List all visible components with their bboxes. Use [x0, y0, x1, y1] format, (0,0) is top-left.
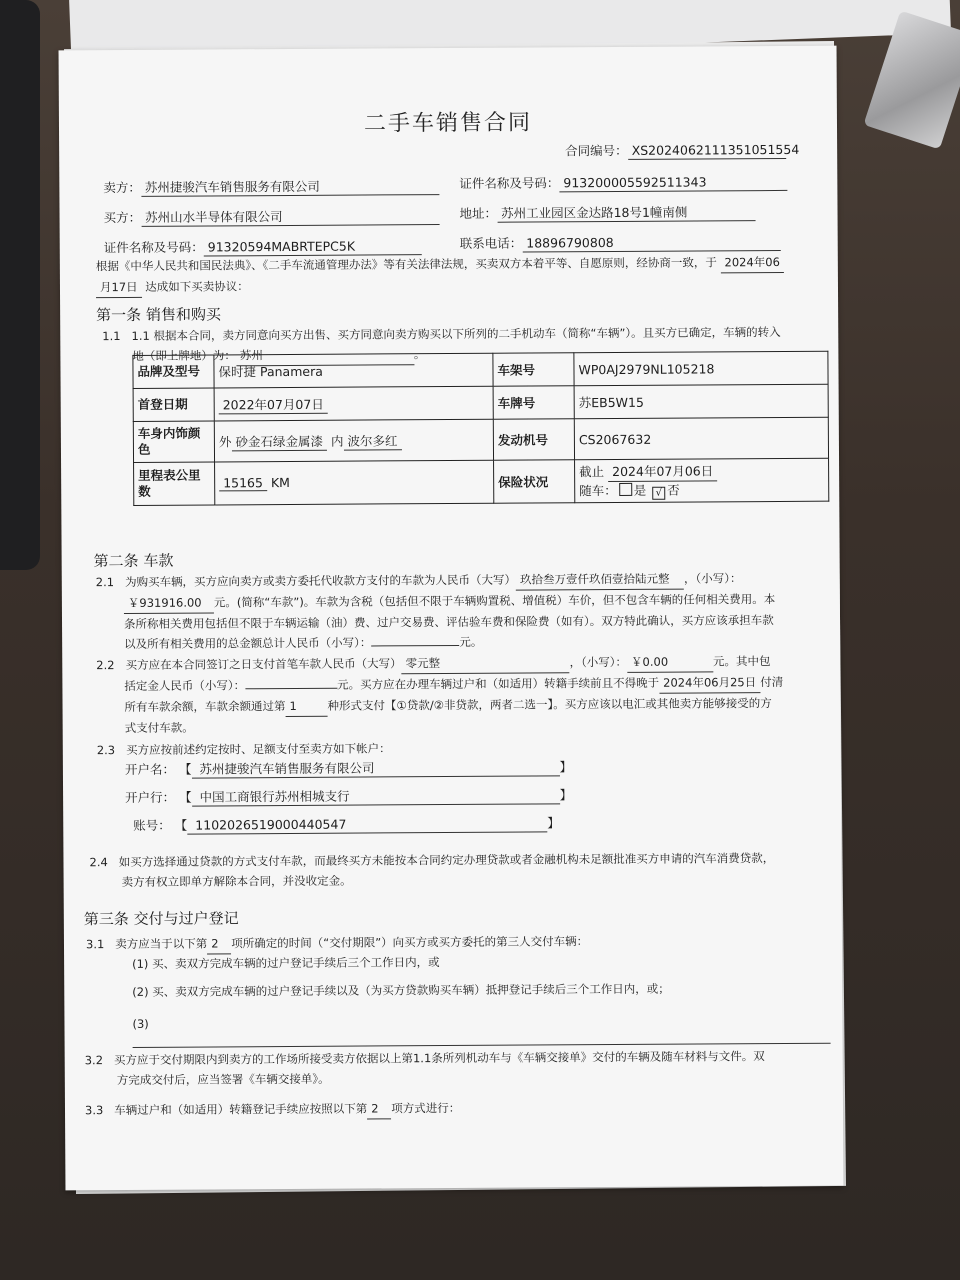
clause-3-1-option-1: (1) 买、卖双方完成车辆的过户登记手续后三个工作日内，或 — [132, 955, 440, 971]
intro-text-2: 达成如下买卖协议： — [145, 279, 249, 294]
account-number-row — [133, 815, 560, 835]
clause-2-2-text-1b: ，（小写）： — [569, 654, 628, 670]
clause-2-4-text-2: 卖方有权立即单方解除本合同，并没收定金。 — [121, 873, 352, 890]
clause-2-1-number: 2.1 — [95, 575, 115, 590]
intro-text-1: 根据《中华人民共和国民法典》、《二手车流通管理办法》等有关法律法规，买卖双方本着平等、自愿原则，经协商一致，于 — [95, 255, 717, 274]
clause-2-2-text-4: 式支付车款。 — [124, 720, 194, 735]
tablet-device — [0, 0, 40, 570]
brand-label: 品牌及型号 — [133, 355, 214, 388]
bracket-open: 【 — [179, 789, 192, 805]
clause-3-1 — [86, 930, 836, 956]
color-label: 车身内饰颜色 — [133, 421, 214, 462]
clause-3-3-text-1b: 项方式进行： — [391, 1100, 461, 1116]
clause-3-1-text-1b: 项所确定的时间（“交付期限”）向买方或买方委托的第三人交付车辆： — [231, 934, 589, 951]
insurance-no-label: 否 — [667, 482, 680, 498]
seller-label: 卖方： — [103, 179, 141, 196]
address: 苏州工业园区金达路18号1幢南侧 — [497, 204, 755, 223]
clause-2-1-text-1: 为购买车辆，买方应向卖方或卖方委托代收款方支付的车款为人民币（大写） — [124, 572, 517, 589]
seller-id: 913200005592511343 — [559, 174, 787, 192]
engine-label: 发动机号 — [493, 419, 574, 460]
color-ext-prefix: 外 — [218, 433, 232, 449]
color-int-prefix: 内 — [330, 433, 344, 449]
article-1-title: 第一条 销售和购买 — [96, 305, 221, 325]
delivery-option: 2 — [207, 933, 231, 954]
clause-3-2-text-2: 方完成交付后，应当签署《车辆交接单》。 — [116, 1071, 330, 1088]
clause-2-2-text-1: 买方应在本合同签订之日支付首笔车款人民币（大写） — [125, 656, 402, 672]
clause-3-1-text-1a: 卖方应当于以下第 — [115, 936, 208, 952]
contract-page — [59, 46, 844, 1191]
color-ext-value: 砂金石绿金属漆 — [231, 431, 327, 451]
address-label: 地址： — [459, 205, 498, 221]
clause-2-2-text-3b: 种形式支付【①贷款/②非贷款，两者二选一】。买方应该以电汇或其他卖方能够接受的方 — [327, 696, 772, 713]
contract-number-row — [565, 141, 800, 160]
clause-2-1-text-2: 元。(简称“车款”)。车款为含税（包括但不限于车辆购置税、增值税）车价，但不包含车辆的任何相关费用。本 — [213, 592, 776, 610]
clause-2-1 — [96, 568, 834, 655]
mileage-unit: KM — [270, 474, 290, 491]
clause-2-4-text-1: 如买方选择通过贷款的方式支付车款，而最终买方未能按本合同约定办理贷款或者金融机构未足额批准买方申请的汽车消费贷款， — [118, 851, 775, 870]
down-payment-in-words: 零元整 — [401, 652, 569, 674]
clause-2-4-number: 2.4 — [89, 855, 108, 870]
mileage-value: 15165 — [219, 475, 267, 491]
account-number-label: 账号： — [133, 817, 171, 833]
table-row — [133, 384, 828, 421]
seller-id-row — [459, 174, 787, 193]
clause-2-2-text-3a: 所有车款余额，车款余额通过第 — [124, 699, 286, 714]
total-amount-blank — [371, 645, 459, 647]
clause-2-2 — [96, 651, 834, 739]
clause-2-1-text-1b: ，（小写）： — [683, 571, 742, 586]
first-reg-value: 2022年07月07日 — [219, 394, 328, 414]
seller-id-label: 证件名称及号码： — [459, 175, 560, 191]
first-reg-label: 首登日期 — [133, 388, 214, 421]
buyer-name: 苏州山水半导体有限公司 — [141, 208, 439, 227]
address-row — [459, 204, 755, 223]
payment-deadline: 2024年06月25日 — [659, 672, 760, 694]
clause-1-1-text: 1.1 根据本合同，卖方同意向买方出售、买方同意向卖方购买以下所列的二手机动车（简称“车辆”）。且买方已确定，车辆的转入 — [131, 324, 781, 343]
intro-date-b: 月17日 — [96, 277, 142, 298]
transfer-option: 2 — [367, 1098, 391, 1119]
color-int-value: 波尔多红 — [343, 431, 401, 450]
insurance-label: 保险状况 — [494, 460, 575, 503]
account-number: 1102026519000440547 — [187, 815, 547, 834]
clause-3-2-number: 3.2 — [84, 1053, 104, 1068]
engine-value: CS2067632 — [574, 417, 828, 460]
buyer-label: 买方： — [103, 209, 142, 226]
bracket-open: 【 — [174, 817, 188, 833]
insurance-until-value: 2024年07月06日 — [608, 462, 717, 482]
clause-3-3-number: 3.3 — [84, 1103, 104, 1118]
payment-method: 1 — [285, 696, 327, 717]
article-2-title: 第二条 车款 — [93, 551, 174, 571]
clause-2-2-text-2b: 元。买方应在办理车辆过户和（如适用）转籍手续前且不得晚于 — [337, 675, 660, 692]
clause-2-3-number: 2.3 — [96, 743, 116, 758]
clause-2-1-text-4b: 元。 — [459, 634, 483, 649]
intro-date-a: 2024年06 — [720, 252, 784, 273]
checkbox-yes — [619, 482, 632, 495]
vehicle-info-table — [132, 351, 829, 506]
article-3-title: 第三条 交付与过户登记 — [83, 909, 239, 929]
clause-2-4 — [89, 848, 837, 893]
phone-row — [460, 234, 781, 253]
clause-2-2-text-1c: 元。其中包 — [712, 654, 771, 669]
clause-1-1-text-2: 地（即上牌地）为： — [132, 348, 236, 363]
bracket-close: 】 — [559, 787, 573, 803]
account-name: 苏州捷骏汽车销售服务有限公司 — [191, 759, 559, 778]
clause-3-1-option-3: (3) — [132, 1016, 149, 1031]
account-bank: 中国工商银行苏州相城支行 — [192, 787, 560, 806]
intro-paragraph — [96, 252, 826, 298]
deposit-blank — [245, 688, 337, 690]
plate-value: 苏EB5W15 — [574, 384, 828, 419]
price-in-words: 玖拾叁万壹仟玖佰壹拾陆元整 — [516, 569, 684, 591]
clause-3-3 — [85, 1096, 837, 1122]
down-payment-amount: ￥0.00 — [627, 651, 713, 673]
brand-value: 保时捷 Panamera — [214, 353, 493, 388]
clause-2-2-number: 2.2 — [96, 658, 115, 673]
clause-1-1: 1.1 1.1 根据本合同，卖方同意向买方出售、买方同意向卖方购买以下所列的二手机动车（简称“车辆”）。且买方已确定，车辆的转入 地（即上牌地）为： 苏州 。 — [102, 322, 832, 367]
bracket-open: 【 — [178, 761, 192, 777]
clause-2-2-text-2c: 付清 — [760, 674, 784, 690]
clause-2-3 — [97, 736, 835, 761]
seller-row — [103, 178, 439, 197]
checkbox-no-checked: √ — [652, 486, 665, 499]
table-row — [133, 351, 828, 388]
contract-number-label: 合同编号： — [565, 142, 628, 159]
mileage-label: 里程表公里数 — [134, 462, 215, 505]
clause-3-1-option-2: (2) 买、卖双方完成车辆的过户登记手续以及（为买方贷款购买车辆）抵押登记手续后三个工作日内，或； — [132, 981, 670, 999]
vin-label: 车架号 — [493, 353, 574, 386]
registration-place: 苏州 — [236, 344, 414, 366]
phone: 18896790808 — [522, 234, 780, 253]
table-row — [134, 458, 829, 505]
buyer-id: 91320594MABRTEPC5K — [204, 238, 422, 256]
clause-3-2 — [85, 1046, 837, 1091]
vin-value: WP0AJ2979NL105218 — [574, 351, 828, 386]
buyer-id-label: 证件名称及号码： — [103, 239, 204, 256]
account-bank-row — [125, 787, 572, 807]
account-name-label: 开户名： — [124, 761, 175, 777]
price-amount: ￥931916.00 — [124, 592, 214, 614]
account-name-row — [125, 759, 572, 779]
insurance-until-label: 截止 — [579, 463, 605, 479]
clause-2-2-text-2a: 括定金人民币（小写）： — [124, 678, 246, 693]
clause-2-1-text-3: 条所称相关费用包括但不限于车辆运输（油）费、过户交易费、评估验车费和保险费（如有）。双方特此确认，买方应该承担车款 — [123, 613, 774, 631]
clause-3-1-number: 3.1 — [85, 937, 105, 952]
seller-name: 苏州捷骏汽车销售服务有限公司 — [141, 178, 439, 197]
clause-1-1-number: 1.1 — [102, 329, 121, 344]
buyer-row — [104, 208, 440, 227]
insurance-yes-label: 是 — [633, 482, 647, 498]
bracket-close: 】 — [559, 759, 572, 775]
clause-2-3-text: 买方应按前述约定按时、足额支付至卖方如下帐户： — [126, 741, 391, 757]
account-bank-label: 开户行： — [125, 789, 176, 805]
clause-3-2-text-1: 买方应于交付期限内到卖方的工作场所接受卖方依据以上第1.1条所列机动车与《车辆交接单》交付的车辆及随车材料与文件。双 — [113, 1049, 765, 1068]
insurance-with-label: 随车： — [579, 482, 617, 498]
table-row — [133, 417, 828, 462]
bracket-close: 】 — [547, 815, 560, 831]
document-title: 二手车销售合同 — [363, 110, 533, 137]
clause-3-3-text-1a: 车辆过户和（如适用）转籍登记手续应按照以下第 — [114, 1101, 368, 1118]
clause-2-1-text-4: 以及所有相关费用的总金额总计人民币（小写）： — [124, 635, 372, 651]
plate-label: 车牌号 — [493, 386, 574, 419]
contract-number: XS2024062111351051554 — [628, 142, 786, 160]
phone-label: 联系电话： — [459, 235, 523, 251]
